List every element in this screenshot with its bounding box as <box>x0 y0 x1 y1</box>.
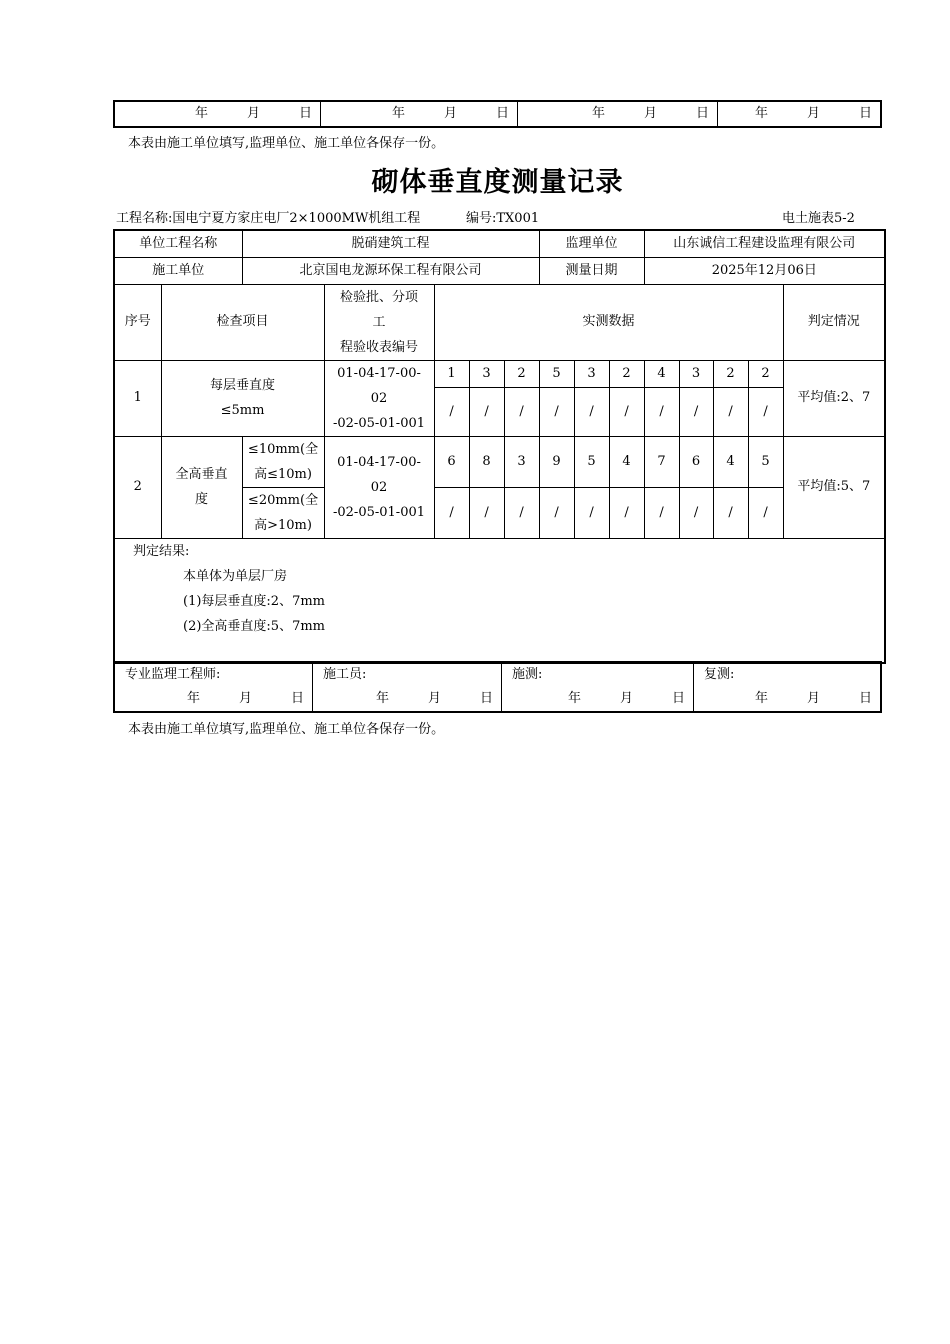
col-judge: 判定情况 <box>783 284 885 360</box>
row2-value-2: / <box>434 487 469 538</box>
top-date-1: 年 月 日 <box>114 101 321 127</box>
measurement-form <box>113 229 886 664</box>
engineer-label: 专业监理工程师: <box>125 667 221 682</box>
row1-value-2: / <box>679 387 713 436</box>
rechecker-sign <box>694 662 882 712</box>
project-name: 工程名称:国电宁夏方家庄电厂2×1000MW机组工程 <box>116 211 421 226</box>
row1-code-line-2: 02 <box>370 390 388 406</box>
row2-sub1-line-2: 高≤10m) <box>254 466 312 482</box>
row2-value-2: / <box>574 487 609 538</box>
result-cell <box>114 538 885 663</box>
row1-code-line-3: -02-05-01-001 <box>333 415 426 431</box>
col-data: 实测数据 <box>434 284 783 360</box>
row2-code-line-1: 01-04-17-00- <box>337 454 421 470</box>
row1-item-line-2: ≤5mm <box>220 403 265 418</box>
date-value: 2025年12月06日 <box>644 257 885 284</box>
builder-value: 北京国电龙源环保工程有限公司 <box>242 257 539 284</box>
row2-value: 6 <box>679 436 713 487</box>
builder-date: 年 月 日 <box>375 691 493 706</box>
engineer-sign <box>114 662 313 712</box>
row1-seq: 1 <box>114 360 161 436</box>
top-date-3: 年 月 日 <box>518 101 718 127</box>
row1-value: 2 <box>713 360 748 387</box>
row2-seq: 2 <box>114 436 161 538</box>
row1-value: 3 <box>469 360 504 387</box>
row1-value: 5 <box>539 360 574 387</box>
row1-value-2: / <box>539 387 574 436</box>
row1-code <box>324 360 434 436</box>
row1-value: 2 <box>748 360 783 387</box>
rechecker-date: 年 月 日 <box>754 691 872 706</box>
row2-value-2: / <box>469 487 504 538</box>
result-label: 判定结果: <box>133 543 190 559</box>
row1-value-2: / <box>644 387 679 436</box>
row1-value-2: / <box>434 387 469 436</box>
row2-value: 4 <box>713 436 748 487</box>
unit-project-value: 脱硝建筑工程 <box>242 230 539 257</box>
row1-judge: 平均值:2、7 <box>783 360 885 436</box>
row2-item-line-2: 度 <box>195 492 209 507</box>
signature-row <box>113 661 882 713</box>
result-line-3: (2)全高垂直度:5、7mm <box>183 618 325 634</box>
row1-value: 3 <box>574 360 609 387</box>
row1-value-2: / <box>574 387 609 436</box>
row2-code-line-2: 02 <box>370 479 388 495</box>
row2-value-2: / <box>539 487 574 538</box>
row2-value: 8 <box>469 436 504 487</box>
row1-item <box>161 360 324 436</box>
engineer-date: 年 月 日 <box>186 691 304 706</box>
col-seq: 序号 <box>114 284 161 360</box>
row2-value: 5 <box>748 436 783 487</box>
col-batch-line-3: 程验收表编号 <box>340 339 419 355</box>
page-title: 砌体垂直度测量记录 <box>371 167 624 198</box>
result-line-1: 本单体为单层厂房 <box>183 568 288 584</box>
row2-value: 6 <box>434 436 469 487</box>
footer-note: 本表由施工单位填写,监理单位、施工单位各保存一份。 <box>128 722 445 737</box>
top-sign-row <box>113 100 882 128</box>
form-number: 电土施表5-2 <box>782 211 855 226</box>
row1-value: 4 <box>644 360 679 387</box>
col-item: 检查项目 <box>161 284 324 360</box>
row2-value-2: / <box>609 487 644 538</box>
row1-value: 1 <box>434 360 469 387</box>
top-note: 本表由施工单位填写,监理单位、施工单位各保存一份。 <box>128 136 445 151</box>
builder-sign <box>313 662 502 712</box>
col-batch-line-2: 工 <box>372 314 386 330</box>
row1-value-2: / <box>609 387 644 436</box>
rechecker-label: 复测: <box>704 667 735 682</box>
row2-judge: 平均值:5、7 <box>783 436 885 538</box>
measurer-label: 施测: <box>512 667 543 682</box>
row2-code <box>324 436 434 538</box>
row1-value-2: / <box>748 387 783 436</box>
row2-item <box>161 436 242 538</box>
row2-value: 9 <box>539 436 574 487</box>
measurer-date: 年 月 日 <box>567 691 685 706</box>
supervisor-label: 监理单位 <box>539 230 644 257</box>
row2-item-line-1: 全高垂直 <box>175 467 228 482</box>
row1-value: 3 <box>679 360 713 387</box>
row2-value-2: / <box>713 487 748 538</box>
row2-code-line-3: -02-05-01-001 <box>333 504 426 520</box>
row1-code-line-1: 01-04-17-00- <box>337 365 421 381</box>
record-number: 编号:TX001 <box>466 211 540 226</box>
row2-value: 3 <box>504 436 539 487</box>
row1-value-2: / <box>713 387 748 436</box>
date-label: 测量日期 <box>539 257 644 284</box>
row2-sub2-line-1: ≤20mm(全 <box>247 492 319 508</box>
row2-sub1-line-1: ≤10mm(全 <box>247 441 319 457</box>
row2-value: 4 <box>609 436 644 487</box>
row2-value: 7 <box>644 436 679 487</box>
row2-value-2: / <box>748 487 783 538</box>
row2-sub1 <box>242 436 324 487</box>
row1-value: 2 <box>609 360 644 387</box>
row1-value: 2 <box>504 360 539 387</box>
row2-sub2 <box>242 487 324 538</box>
col-batch <box>324 284 434 360</box>
builder-label: 施工单位 <box>114 257 242 284</box>
result-line-2: (1)每层垂直度:2、7mm <box>183 593 325 609</box>
col-batch-line-1: 检验批、分项 <box>340 289 419 305</box>
builder-sign-label: 施工员: <box>323 667 367 682</box>
top-date-2: 年 月 日 <box>321 101 518 127</box>
row1-value-2: / <box>469 387 504 436</box>
row2-value-2: / <box>644 487 679 538</box>
top-date-4: 年 月 日 <box>718 101 882 127</box>
supervisor-value: 山东诚信工程建设监理有限公司 <box>644 230 885 257</box>
measurer-sign <box>502 662 694 712</box>
row1-item-line-1: 每层垂直度 <box>210 378 276 393</box>
row2-value-2: / <box>504 487 539 538</box>
row1-value-2: / <box>504 387 539 436</box>
unit-project-label: 单位工程名称 <box>114 230 242 257</box>
row2-value: 5 <box>574 436 609 487</box>
row2-sub2-line-2: 高>10m) <box>254 517 312 533</box>
row2-value-2: / <box>679 487 713 538</box>
